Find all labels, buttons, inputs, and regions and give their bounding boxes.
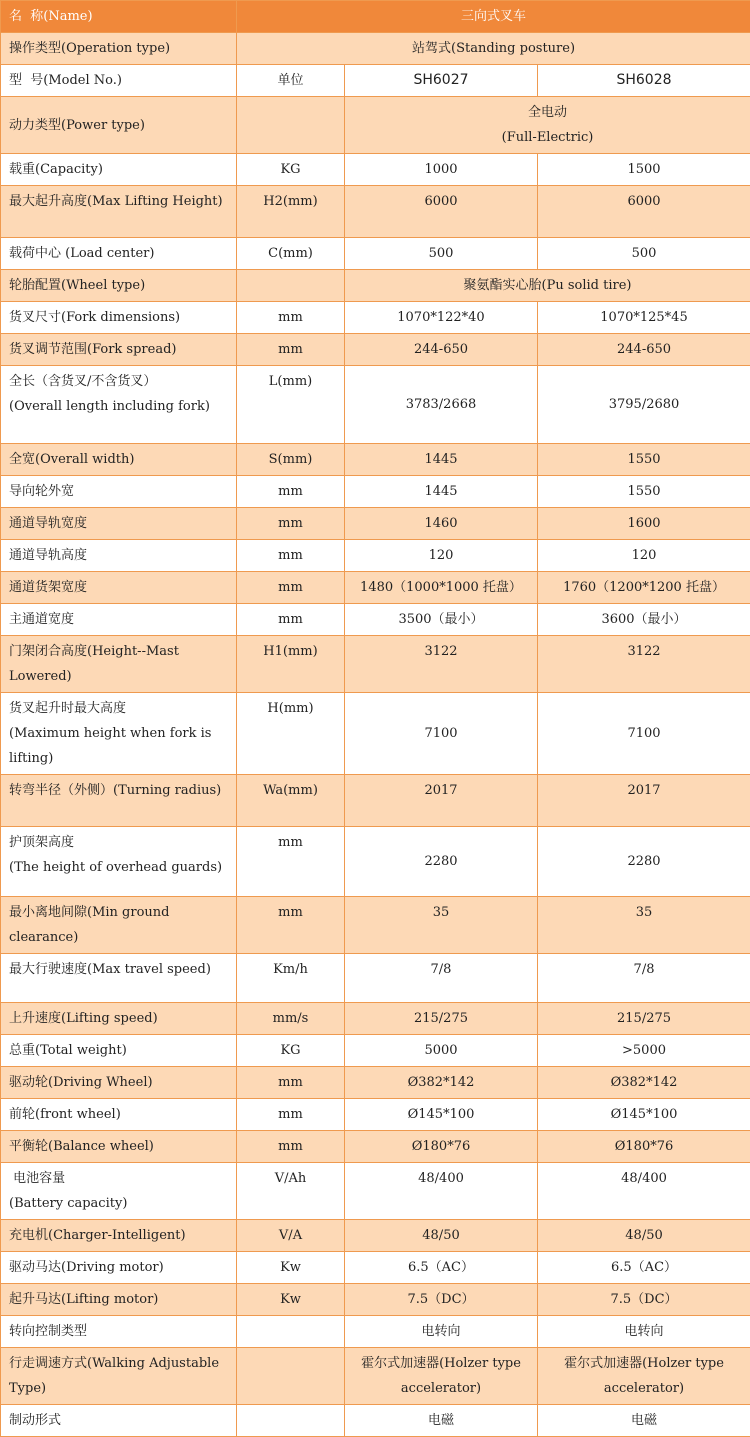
value-sh6027: 6.5（AC） [345,1252,538,1284]
value-sh6028: 35 [538,897,750,954]
value-sh6028: 48/400 [538,1163,750,1220]
row-label: 载荷中心 (Load center) [1,238,237,270]
value-sh6028: 7100 [538,693,750,775]
row-label: 转弯半径（外侧）(Turning radius) [1,775,237,827]
row-unit: L(mm) [237,366,345,444]
row-unit: Km/h [237,954,345,1003]
header-row [1,1,750,33]
row-label: 最大行驶速度(Max travel speed) [1,954,237,1003]
row-unit: mm [237,604,345,636]
value-sh6028: 7.5（DC） [538,1284,750,1316]
header-name-label: 名 称(Name) [1,1,237,33]
spec-row-driving-wheel [1,1067,750,1099]
spec-row-balance-wheel [1,1131,750,1163]
row-label-zh: 电池容量 [9,1166,228,1191]
row-unit: V/Ah [237,1163,345,1220]
value-sh6027: 48/400 [345,1163,538,1220]
row-label-en: (Maximum height when fork is lifting) [9,721,228,771]
spec-row-steering-control [1,1316,750,1348]
row-label: 起升马达(Lifting motor) [1,1284,237,1316]
model-label: 型 号(Model No.) [1,65,237,97]
row-label [1,693,237,775]
row-label-en: (The height of overhead guards) [9,855,228,880]
spec-row-overall-width [1,444,750,476]
row-unit: mm/s [237,1003,345,1035]
row-unit: mm [237,827,345,897]
row-label [1,1163,237,1220]
value-sh6028: 2280 [538,827,750,897]
value-sh6028: 1550 [538,476,750,508]
value-sh6027: 电转向 [345,1316,538,1348]
spec-row-overhead-guard-height [1,827,750,897]
spec-row-power-type [1,97,750,154]
row-unit: H(mm) [237,693,345,775]
spec-row-wheel-type [1,270,750,302]
power-type-value [345,97,750,154]
value-sh6028: 1600 [538,508,750,540]
row-unit: C(mm) [237,238,345,270]
value-sh6027: 1070*122*40 [345,302,538,334]
row-unit: Wa(mm) [237,775,345,827]
value-sh6028: >5000 [538,1035,750,1067]
value-sh6027: Ø145*100 [345,1099,538,1131]
row-label: 门架闭合高度(Height--Mast Lowered) [1,636,237,693]
spec-row-lifting-speed [1,1003,750,1035]
row-label: 通道货架宽度 [1,572,237,604]
value-sh6028: 6000 [538,186,750,238]
power-type-value-en: (Full-Electric) [353,125,742,150]
value-sh6028: 电转向 [538,1316,750,1348]
row-label-en: (Overall length including fork) [9,394,228,419]
value-sh6027: 1445 [345,476,538,508]
spec-row-fork-spread [1,334,750,366]
row-label: 主通道宽度 [1,604,237,636]
spec-row-walking-adjustable-type [1,1348,750,1405]
header-product-name: 三向式叉车 [237,1,750,33]
spec-row-guide-wheel-width [1,476,750,508]
row-label: 最小离地间隙(Min ground clearance) [1,897,237,954]
operation-type-value: 站驾式(Standing posture) [237,33,750,65]
spec-row-battery-capacity [1,1163,750,1220]
power-type-unit [237,97,345,154]
value-sh6027: 7/8 [345,954,538,1003]
value-sh6028: 2017 [538,775,750,827]
value-sh6028: 500 [538,238,750,270]
spec-row-driving-motor [1,1252,750,1284]
row-label: 转向控制类型 [1,1316,237,1348]
row-unit [237,1405,345,1437]
value-sh6027: 3783/2668 [345,366,538,444]
row-label: 前轮(front wheel) [1,1099,237,1131]
value-sh6028: 1760（1200*1200 托盘） [538,572,750,604]
value-sh6027: 244-650 [345,334,538,366]
row-label [1,827,237,897]
value-sh6028: 3600（最小） [538,604,750,636]
spec-row-fork-dimensions [1,302,750,334]
spec-row-mast-lowered-height [1,636,750,693]
row-label: 货叉调节范围(Fork spread) [1,334,237,366]
row-label: 驱动轮(Driving Wheel) [1,1067,237,1099]
value-sh6027: 7100 [345,693,538,775]
row-unit: Kw [237,1284,345,1316]
value-sh6027: 5000 [345,1035,538,1067]
value-sh6027: 120 [345,540,538,572]
model-sh6027: SH6027 [345,65,538,97]
model-sh6028: SH6028 [538,65,750,97]
row-label: 全宽(Overall width) [1,444,237,476]
row-label: 最大起升高度(Max Lifting Height) [1,186,237,238]
value-sh6028: 1500 [538,154,750,186]
value-sh6027: 3500（最小） [345,604,538,636]
row-unit: S(mm) [237,444,345,476]
unit-column-header: 单位 [237,65,345,97]
value-sh6027: 电磁 [345,1405,538,1437]
row-label: 上升速度(Lifting speed) [1,1003,237,1035]
row-label: 充电机(Charger-Intelligent) [1,1220,237,1252]
value-sh6027: 霍尔式加速器(Holzer type accelerator) [345,1348,538,1405]
row-unit: H1(mm) [237,636,345,693]
value-sh6027: 1445 [345,444,538,476]
operation-type-label: 操作类型(Operation type) [1,33,237,65]
value-sh6028: 电磁 [538,1405,750,1437]
spec-row-overall-length [1,366,750,444]
row-label: 通道导轨高度 [1,540,237,572]
row-unit: KG [237,1035,345,1067]
spec-row-operation-type [1,33,750,65]
power-type-value-zh: 全电动 [353,100,742,125]
row-unit [237,1348,345,1405]
spec-row-capacity [1,154,750,186]
value-sh6028: 1550 [538,444,750,476]
spec-row-total-weight [1,1035,750,1067]
spec-row-main-aisle-width [1,604,750,636]
value-sh6027: 215/275 [345,1003,538,1035]
row-unit: mm [237,508,345,540]
value-sh6027: 6000 [345,186,538,238]
value-sh6028: 6.5（AC） [538,1252,750,1284]
row-label: 通道导轨宽度 [1,508,237,540]
spec-row-charger [1,1220,750,1252]
row-label: 总重(Total weight) [1,1035,237,1067]
value-sh6028: Ø145*100 [538,1099,750,1131]
value-sh6027: 1460 [345,508,538,540]
row-label-zh: 货叉起升时最大高度 [9,696,228,721]
value-sh6028: 霍尔式加速器(Holzer type accelerator) [538,1348,750,1405]
value-sh6027: 2280 [345,827,538,897]
row-unit: mm [237,1067,345,1099]
row-label [1,366,237,444]
spec-row-ground-clearance [1,897,750,954]
spec-row-turning-radius [1,775,750,827]
value-sh6027: 1480（1000*1000 托盘） [345,572,538,604]
spec-row-load-center [1,238,750,270]
value-sh6028: 1070*125*45 [538,302,750,334]
row-unit: mm [237,1099,345,1131]
value-sh6028: 120 [538,540,750,572]
row-unit: mm [237,476,345,508]
spec-row-lifting-motor [1,1284,750,1316]
value-sh6028: 244-650 [538,334,750,366]
value-sh6027: 48/50 [345,1220,538,1252]
value-sh6028: 3795/2680 [538,366,750,444]
row-unit [237,1316,345,1348]
row-label: 驱动马达(Driving motor) [1,1252,237,1284]
row-unit: mm [237,540,345,572]
wheel-type-value: 聚氨酯实心胎(Pu solid tire) [345,270,750,302]
value-sh6027: 2017 [345,775,538,827]
row-label-en: (Battery capacity) [9,1191,228,1216]
spec-row-front-wheel [1,1099,750,1131]
value-sh6027: Ø382*142 [345,1067,538,1099]
spec-row-brake-type [1,1405,750,1437]
row-unit: KG [237,154,345,186]
row-unit: H2(mm) [237,186,345,238]
row-unit: mm [237,897,345,954]
row-label: 平衡轮(Balance wheel) [1,1131,237,1163]
value-sh6027: 3122 [345,636,538,693]
row-label: 载重(Capacity) [1,154,237,186]
value-sh6027: 500 [345,238,538,270]
spec-row-rail-height [1,540,750,572]
row-unit: Kw [237,1252,345,1284]
row-label: 制动形式 [1,1405,237,1437]
row-unit: V/A [237,1220,345,1252]
row-unit: mm [237,572,345,604]
value-sh6027: 35 [345,897,538,954]
value-sh6027: Ø180*76 [345,1131,538,1163]
row-label: 导向轮外宽 [1,476,237,508]
spec-row-max-fork-height [1,693,750,775]
value-sh6028: Ø180*76 [538,1131,750,1163]
value-sh6028: Ø382*142 [538,1067,750,1099]
wheel-type-label: 轮胎配置(Wheel type) [1,270,237,302]
spec-row-max-lifting-height [1,186,750,238]
spec-row-travel-speed [1,954,750,1003]
row-unit: mm [237,302,345,334]
value-sh6027: 1000 [345,154,538,186]
value-sh6028: 215/275 [538,1003,750,1035]
wheel-type-unit [237,270,345,302]
row-label: 行走调速方式(Walking Adjustable Type) [1,1348,237,1405]
value-sh6028: 7/8 [538,954,750,1003]
spec-row-rack-width [1,572,750,604]
spec-row-model [1,65,750,97]
row-label-zh: 护顶架高度 [9,830,228,855]
row-label: 货叉尺寸(Fork dimensions) [1,302,237,334]
power-type-label: 动力类型(Power type) [1,97,237,154]
spec-row-rail-width [1,508,750,540]
row-unit: mm [237,1131,345,1163]
row-unit: mm [237,334,345,366]
value-sh6028: 3122 [538,636,750,693]
row-label-zh: 全长（含货叉/不含货叉） [9,369,228,394]
value-sh6028: 48/50 [538,1220,750,1252]
value-sh6027: 7.5（DC） [345,1284,538,1316]
